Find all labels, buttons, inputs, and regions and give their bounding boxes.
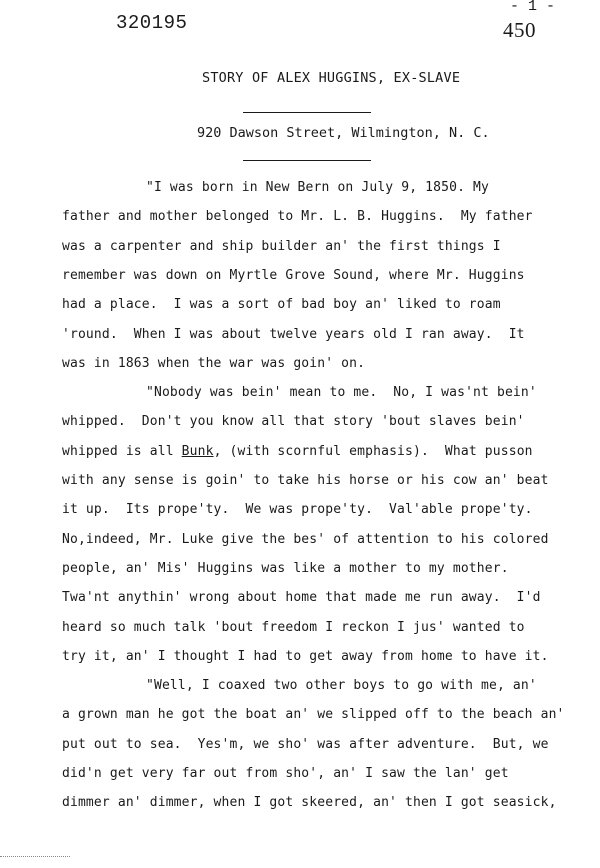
text-line: people, an' Mis' Huggins was like a mother to my mother. bbox=[62, 560, 509, 576]
underlined-word: Bunk bbox=[181, 443, 214, 459]
text-line: with any sense is goin' to take his horse or his cow an' beat bbox=[62, 473, 549, 488]
text-line: a grown man he got the boat an' we slipped off to the beach an' bbox=[62, 707, 565, 723]
text-segment: , (with scornful emphasis). What pusson bbox=[213, 443, 533, 459]
text-segment: whipped is all bbox=[62, 443, 182, 459]
text-line: dimmer an' dimmer, when I got skeered, an' then I got seasick, bbox=[62, 795, 557, 811]
page-mark: - 1 - bbox=[510, 0, 556, 15]
text-line: was in 1863 when the war was goin' on. bbox=[62, 355, 366, 371]
text-line: did'n get very far out from sho', an' I saw the lan' get bbox=[62, 766, 509, 781]
text-line: whipped. Don't you know all that story 'bout slaves bein' bbox=[62, 414, 525, 430]
text-line: "Well, I coaxed two other boys to go with me, an' bbox=[146, 678, 537, 694]
text-line: "I was born in New Bern on July 9, 1850. My bbox=[146, 180, 489, 195]
text-line: put out to sea. Yes'm, we sho' was after adventure. But, we bbox=[62, 736, 549, 752]
text-line: try it, an' I thought I had to get away from home to have it. bbox=[62, 648, 549, 664]
text-line: Twa'nt anythin' wrong about home that made me run away. I'd bbox=[62, 590, 541, 606]
text-line: had a place. I was a sort of bad boy an' liked to roam bbox=[62, 297, 501, 313]
document-title: STORY OF ALEX HUGGINS, EX-SLAVE bbox=[202, 70, 461, 86]
document-id: 320195 bbox=[116, 12, 188, 34]
title-divider bbox=[243, 112, 371, 113]
text-line: remember was down on Myrtle Grove Sound, where Mr. Huggins bbox=[62, 267, 525, 283]
text-line: it up. Its prope'ty. We was prope'ty. Val'able prope'ty. bbox=[62, 502, 533, 518]
text-line: 'round. When I was about twelve years old I ran away. It bbox=[62, 326, 525, 342]
page-number: 450 bbox=[503, 18, 536, 42]
text-line: "Nobody was bein' mean to me. No, I was'nt bein' bbox=[146, 385, 537, 401]
text-line bbox=[62, 444, 533, 459]
text-line: father and mother belonged to Mr. L. B. Huggins. My father bbox=[62, 209, 533, 225]
text-line: was a carpenter and ship builder an' the first things I bbox=[62, 238, 501, 254]
address-divider bbox=[243, 160, 371, 161]
address-line: 920 Dawson Street, Wilmington, N. C. bbox=[197, 125, 490, 141]
text-line: No,indeed, Mr. Luke give the bes' of attention to his colored bbox=[62, 531, 549, 547]
text-line: heard so much talk 'bout freedom I reckon I jus' wanted to bbox=[62, 619, 525, 635]
margin-mark bbox=[0, 856, 70, 857]
